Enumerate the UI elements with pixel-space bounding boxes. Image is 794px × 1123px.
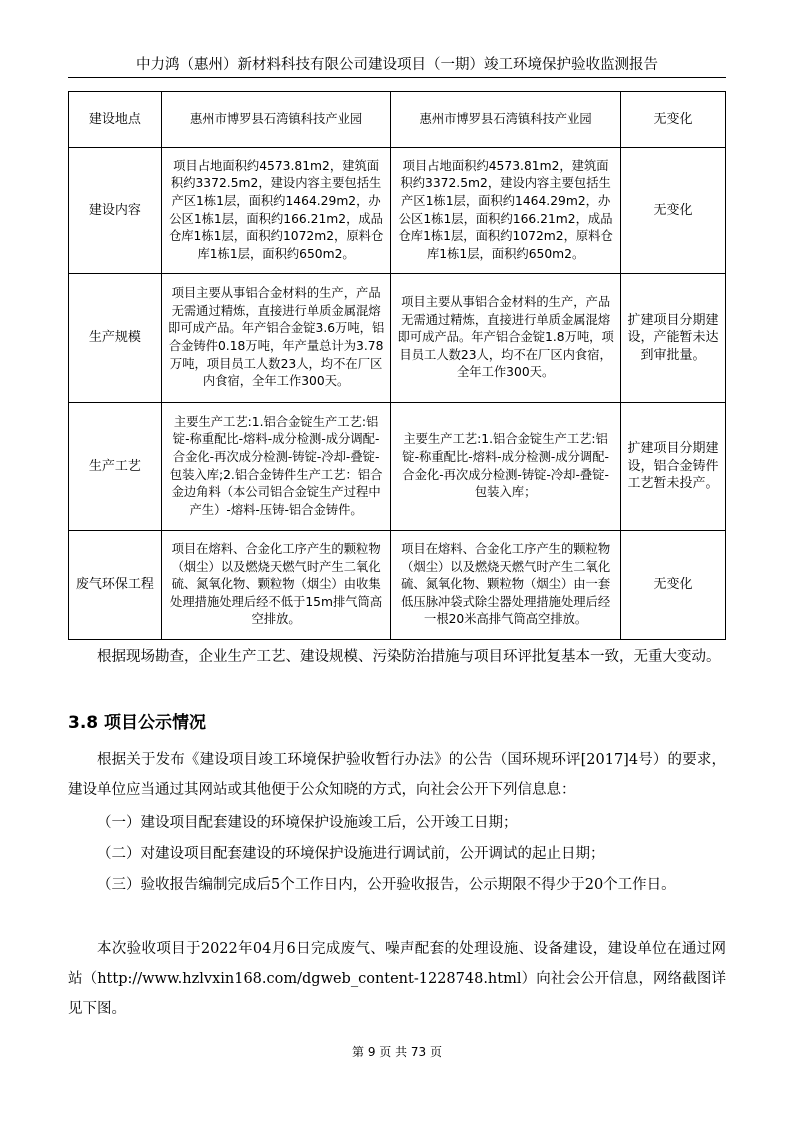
table-row	[69, 531, 726, 640]
actual-cell: 项目在熔料、合金化工序产生的颗粒物（烟尘）以及燃烧天燃气时产生二氧化硫、氮氧化物、颗粒物（烟尘）由一套低压脉冲袋式除尘器处理措施处理后经一根20米高排气筒高空排放。	[391, 531, 621, 640]
comparison-table	[68, 91, 726, 640]
eia-cell: 项目在熔料、合金化工序产生的颗粒物（烟尘）以及燃烧天燃气时产生二氧化硫、氮氧化物、颗粒物（烟尘）由收集处理措施处理后经不低于15m排气筒高空排放。	[161, 531, 391, 640]
change-cell: 无变化	[620, 148, 725, 274]
row-label: 生产规模	[69, 274, 162, 403]
publicity-detail-paragraph: 本次验收项目于2022年04月6日完成废气、噪声配套的处理设施、设备建设，建设单位在通过网站（http://www.hzlvxin168.com/dgweb_content-1228748.html）向社会公开信息，网络截图详见下图。	[68, 941, 726, 1017]
list-item: （三）验收报告编制完成后5个工作日内，公开验收报告，公示期限不得少于20个工作日。	[97, 877, 676, 893]
page-header: 中力鸿（惠州）新材料科技有限公司建设项目（一期）竣工环境保护验收监测报告	[68, 53, 726, 78]
table-row	[69, 274, 726, 403]
section-heading: 3.8 项目公示情况	[68, 713, 207, 733]
eia-cell: 主要生产工艺:1.铝合金锭生产工艺:铝锭-称重配比-熔料-成分检测-成分调配-合金化-再次成分检测-铸锭-冷却-叠锭-包装入库;2.铝合金铸件生产工艺：铝合金边角料（本公司铝合金锭生产过程中产生）-熔料-压铸-铝合金铸件。	[161, 403, 391, 531]
eia-cell: 惠州市博罗县石湾镇科技产业园	[161, 92, 391, 148]
row-label: 建设地点	[69, 92, 162, 148]
eia-cell: 项目主要从事铝合金材料的生产，产品无需通过精炼，直接进行单质金属混熔即可成产品。年产铝合金锭3.6万吨，铝合金铸件0.18万吨，年产量总计为3.78万吨，项目员工人数23人，均不在厂区内食宿，全年工作300天。	[161, 274, 391, 403]
publicity-intro-paragraph: 根据关于发布《建设项目竣工环境保护验收暂行办法》的公告（国环规环评[2017]4号）的要求，建设单位应当通过其网站或其他便于公众知晓的方式，向社会公开下列信息息：	[68, 752, 726, 798]
table-row	[69, 148, 726, 274]
change-cell: 扩建项目分期建设，产能暂未达到审批量。	[620, 274, 725, 403]
row-label: 废气环保工程	[69, 531, 162, 640]
conclusion-paragraph: 根据现场勘查，企业生产工艺、建设规模、污染防治措施与项目环评批复基本一致，无重大变动。	[97, 649, 721, 665]
actual-cell: 项目占地面积约4573.81m2，建筑面积约3372.5m2，建设内容主要包括生产区1栋1层，面积约1464.29m2，办公区1栋1层，面积约166.21m2，成品仓库1栋1层，面积约1072m2，原料仓库1栋1层，面积约650m2。	[391, 148, 621, 274]
table-row	[69, 403, 726, 531]
actual-cell: 项目主要从事铝合金材料的生产，产品无需通过精炼，直接进行单质金属混熔即可成产品。年产铝合金锭1.8万吨，项目员工人数23人，均不在厂区内食宿，全年工作300天。	[391, 274, 621, 403]
actual-cell: 主要生产工艺:1.铝合金锭生产工艺:铝锭-称重配比-熔料-成分检测-成分调配-合金化-再次成分检测-铸锭-冷却-叠锭-包装入库；	[391, 403, 621, 531]
actual-cell: 惠州市博罗县石湾镇科技产业园	[391, 92, 621, 148]
change-cell: 扩建项目分期建设，铝合金铸件工艺暂未投产。	[620, 403, 725, 531]
eia-cell: 项目占地面积约4573.81m2，建筑面积约3372.5m2，建设内容主要包括生产区1栋1层，面积约1464.29m2，办公区1栋1层，面积约166.21m2，成品仓库1栋1层，面积约1072m2，原料仓库1栋1层，面积约650m2。	[161, 148, 391, 274]
change-cell: 无变化	[620, 92, 725, 148]
list-item: （一）建设项目配套建设的环境保护设施竣工后，公开竣工日期；	[97, 815, 518, 831]
list-item: （二）对建设项目配套建设的环境保护设施进行调试前，公开调试的起止日期；	[97, 846, 605, 862]
page-number: 第 9 页 共 73 页	[352, 1045, 442, 1059]
table-row	[69, 92, 726, 148]
row-label: 生产工艺	[69, 403, 162, 531]
change-cell: 无变化	[620, 531, 725, 640]
row-label: 建设内容	[69, 148, 162, 274]
